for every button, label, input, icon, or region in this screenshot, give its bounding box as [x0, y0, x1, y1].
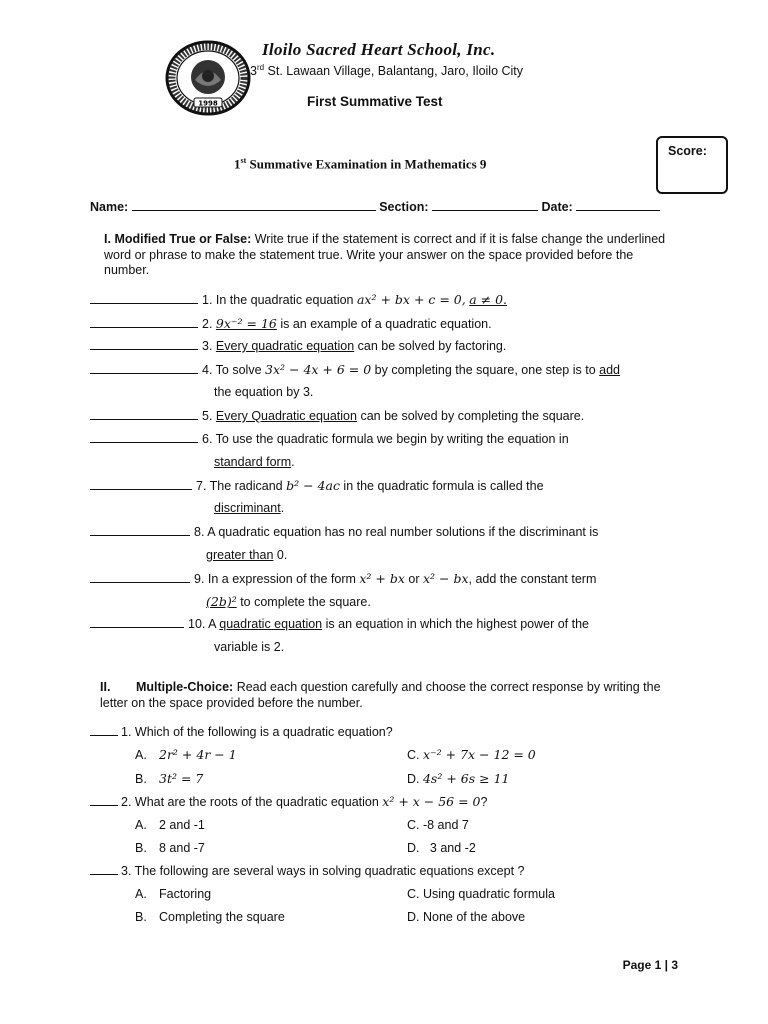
mc3-option-a[interactable]: A. Factoring [135, 887, 212, 901]
tf-item-9-cont: (2b)² to complete the square. [206, 594, 371, 609]
answer-blank[interactable] [90, 617, 184, 628]
mc-item-1: 1. Which of the following is a quadratic equation? [90, 725, 393, 739]
mc1-option-a[interactable]: A. 2r² + 4r − 1 [135, 747, 237, 762]
school-name: Iloilo Sacred Heart School, Inc. [262, 40, 496, 59]
section-field[interactable] [432, 200, 538, 211]
answer-blank[interactable] [90, 409, 198, 420]
tf-item-9: 9. In a expression of the form x² + bx or x² − bx, add the constant term [90, 571, 596, 586]
date-field[interactable] [576, 200, 660, 211]
tf-item-3: 3. Every quadratic equation can be solved by factoring. [90, 339, 506, 353]
date-label: Date: [541, 200, 573, 214]
tf-item-1: 1. In the quadratic equation ax² + bx + c = 0, a ≠ 0. [90, 292, 507, 307]
answer-blank[interactable] [90, 525, 190, 536]
answer-blank[interactable] [90, 864, 118, 875]
tf-item-10-cont: variable is 2. [214, 640, 285, 654]
mc-item-2: 2. What are the roots of the quadratic equation x² + x − 56 = 0? [90, 794, 487, 809]
student-info-line [90, 200, 660, 214]
test-title: First Summative Test [307, 94, 443, 109]
tf-item-8-cont: greater than 0. [206, 548, 288, 562]
school-seal-logo [165, 40, 251, 116]
tf-item-7: 7. The radicand b² − 4ac in the quadratic formula is called the [90, 478, 544, 493]
school-address: 3rd St. Lawaan Village, Balantang, Jaro, Iloilo City [250, 63, 524, 79]
tf-item-2: 2. 9x⁻² = 16 is an example of a quadratic equation. [90, 316, 492, 331]
section-label: Section: [379, 200, 429, 214]
answer-blank[interactable] [90, 479, 192, 490]
answer-blank[interactable] [90, 363, 198, 374]
mc1-option-c[interactable]: C. x⁻² + 7x − 12 = 0 [407, 747, 536, 762]
exam-title: 1st Summative Examination in Mathematics 9 [234, 156, 487, 172]
tf-item-6-cont: standard form. [214, 455, 295, 469]
answer-blank[interactable] [90, 795, 118, 806]
mc1-option-d[interactable]: D. 4s² + 6s ≥ 11 [407, 771, 510, 786]
tf-item-4: 4. To solve 3x² − 4x + 6 = 0 by completing the square, one step is to add [90, 362, 620, 377]
name-label: Name: [90, 200, 129, 214]
mc3-option-c[interactable]: C. Using quadratic formula [407, 887, 555, 901]
mc-item-3: 3. The following are several ways in solving quadratic equations except ? [90, 864, 524, 878]
mc2-option-a[interactable]: A. 2 and -1 [135, 818, 205, 832]
answer-blank[interactable] [90, 725, 118, 736]
tf-item-5: 5. Every Quadratic equation can be solved by completing the square. [90, 409, 584, 423]
score-label: Score: [668, 144, 707, 158]
mc2-option-c[interactable]: C. -8 and 7 [407, 818, 469, 832]
mc2-option-b[interactable]: B. 8 and -7 [135, 841, 205, 855]
answer-blank[interactable] [90, 339, 198, 350]
part2-instructions: II. Multiple-Choice: Read each question carefully and choose the correct response by writing the letter on the space provided before the number. [100, 680, 661, 710]
mc2-option-d[interactable]: D. 3 and -2 [407, 841, 476, 855]
answer-blank[interactable] [90, 572, 190, 583]
mc3-option-d[interactable]: D. None of the above [407, 910, 526, 924]
part1-instructions: I. Modified True or False: Write true if the statement is correct and if it is false change the underlined word or phrase to make the statement true. Write your answer on the space provided before the number. [104, 232, 666, 277]
name-field[interactable] [132, 200, 376, 211]
tf-item-10: 10. A quadratic equation is an equation in which the highest power of the [90, 617, 589, 631]
answer-blank[interactable] [90, 432, 198, 443]
page-number: Page 1 | 3 [622, 958, 678, 972]
tf-item-8: 8. A quadratic equation has no real number solutions if the discriminant is [90, 525, 598, 539]
answer-blank[interactable] [90, 293, 198, 304]
mc1-option-b[interactable]: B. 3t² = 7 [135, 771, 204, 786]
score-box [656, 136, 728, 194]
answer-blank[interactable] [90, 317, 198, 328]
tf-item-6: 6. To use the quadratic formula we begin by writing the equation in [90, 432, 569, 446]
tf-item-7-cont: discriminant. [214, 501, 285, 515]
seal-year: 1998 [198, 99, 218, 108]
mc3-option-b[interactable]: B. Completing the square [135, 910, 285, 924]
tf-item-4-cont: the equation by 3. [214, 385, 314, 399]
